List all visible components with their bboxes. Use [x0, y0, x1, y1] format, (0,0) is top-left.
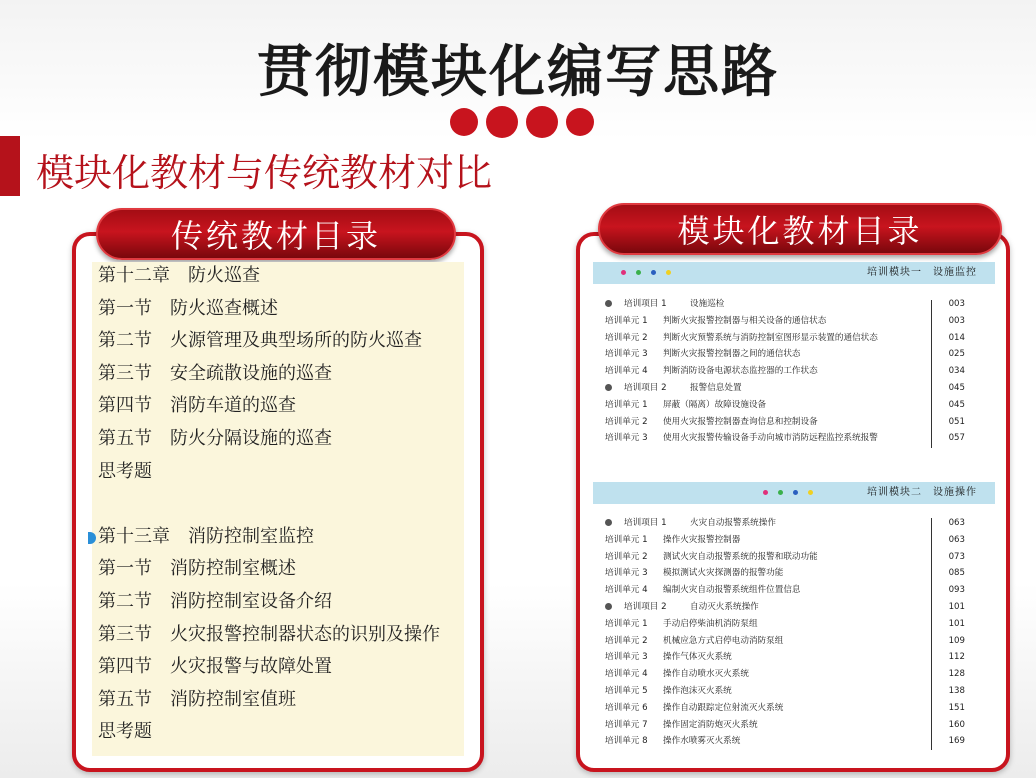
modular-toc-sheet: [593, 262, 995, 762]
row-text: 设施巡检: [690, 299, 725, 309]
toc-line: 第一节 防火巡查概述: [98, 297, 278, 319]
module-title: 培训模块一 设施监控: [867, 267, 977, 278]
bullet-icon: [605, 300, 612, 307]
row-text: 操作自动喷水灭火系统: [663, 669, 749, 680]
toc-gap: [98, 490, 464, 523]
decor-dot: [566, 108, 594, 136]
toc-line: 第二节 消防控制室设备介绍: [98, 590, 332, 612]
row-page-number: 169: [948, 736, 965, 747]
row-page-number: 151: [948, 702, 965, 713]
page-title: 贯彻模块化编写思路: [257, 40, 779, 105]
bullet-icon: [605, 519, 612, 526]
row-text: 操作水喷雾灭火系统: [663, 736, 741, 747]
row-label: 培训项目 2: [624, 382, 667, 393]
row-page-number: 101: [948, 618, 965, 629]
traditional-toc-list: [92, 262, 464, 756]
row-text: 操作火灾报警控制器: [663, 534, 741, 545]
row-label: 培训单元 3: [605, 652, 648, 663]
module-dot-icon: [636, 270, 641, 275]
row-label: 培训单元 4: [605, 669, 648, 680]
module-dot-icon: [651, 270, 656, 275]
module-dot-icon: [808, 490, 813, 495]
module-dot-icon: [763, 490, 768, 495]
row-label: 培训单元 4: [605, 366, 648, 377]
row-label: 培训项目 1: [624, 518, 667, 528]
row-page-number: 112: [948, 652, 965, 663]
row-text: 测试火灾自动报警系统的报警和联动功能: [663, 551, 818, 562]
toc-line: 第三节 火灾报警控制器状态的识别及操作: [98, 623, 440, 645]
row-label: 培训单元 6: [605, 702, 648, 713]
module-dot-icon: [666, 270, 671, 275]
row-label: 培训单元 8: [605, 736, 648, 747]
page-divider: [931, 300, 932, 448]
row-label: 培训单元 2: [605, 416, 648, 427]
toc-line: 第四节 消防车道的巡查: [98, 395, 296, 417]
module-bar-2: [593, 482, 995, 504]
row-page-number: 014: [948, 332, 965, 343]
row-text: 判断火灾报警控制器之间的通信状态: [663, 349, 801, 360]
module-dot-icon: [778, 490, 783, 495]
module-dots: [621, 270, 671, 275]
row-label: 培训单元 1: [605, 315, 648, 326]
toc-line: 第五节 防火分隔设施的巡查: [98, 427, 332, 449]
row-text: 使用火灾报警控制器查询信息和控制设备: [663, 416, 818, 427]
bullet-icon: [605, 384, 612, 391]
toc-line: 第三节 安全疏散设施的巡查: [98, 362, 332, 384]
row-text: 编制火灾自动报警系统组件位置信息: [663, 585, 801, 596]
decor-dot: [486, 106, 518, 138]
page-marker-icon: [88, 532, 96, 544]
row-page-number: 003: [948, 299, 965, 309]
row-text: 操作气体灭火系统: [663, 652, 732, 663]
row-label: 培训单元 4: [605, 585, 648, 596]
toc-line: 思考题: [98, 460, 152, 482]
row-text: 模拟测试火灾探测器的报警功能: [663, 568, 784, 579]
row-label: 培训单元 5: [605, 685, 648, 696]
row-page-number: 045: [948, 399, 965, 410]
row-text: 操作固定消防炮灭火系统: [663, 719, 758, 730]
row-label: 培训单元 1: [605, 618, 648, 629]
row-page-number: 160: [948, 719, 965, 730]
toc-line: 第四节 火灾报警与故障处置: [98, 656, 332, 678]
row-page-number: 045: [948, 382, 965, 393]
row-page-number: 138: [948, 685, 965, 696]
title-dots: [450, 108, 594, 138]
module-title: 培训模块二 设施操作: [867, 487, 977, 498]
row-page-number: 073: [948, 551, 965, 562]
row-text: 判断消防设备电源状态监控器的工作状态: [663, 366, 818, 377]
row-page-number: 025: [948, 349, 965, 360]
row-page-number: 063: [948, 518, 965, 528]
row-text: 机械应急方式启停电动消防泵组: [663, 635, 784, 646]
row-page-number: 093: [948, 585, 965, 596]
row-text: 操作泡沫灭火系统: [663, 685, 732, 696]
bullet-icon: [605, 603, 612, 610]
row-text: 屏蔽（隔离）故障设施设备: [663, 399, 767, 410]
module-bar-1: [593, 262, 995, 284]
toc-line: 第二节 火源管理及典型场所的防火巡查: [98, 330, 422, 352]
row-label: 培训项目 1: [624, 299, 667, 309]
row-label: 培训单元 2: [605, 551, 648, 562]
decor-dot: [450, 108, 478, 136]
row-label: 培训单元 3: [605, 349, 648, 360]
module-dot-icon: [793, 490, 798, 495]
row-page-number: 085: [948, 568, 965, 579]
row-label: 培训单元 3: [605, 568, 648, 579]
row-text: 操作自动跟踪定位射流灭火系统: [663, 702, 784, 713]
row-page-number: 063: [948, 534, 965, 545]
row-page-number: 003: [948, 315, 965, 326]
section-subtitle: 模块化教材与传统教材对比: [36, 151, 493, 195]
row-text: 自动灭火系统操作: [690, 601, 759, 612]
page-divider: [931, 518, 932, 750]
toc-line: 思考题: [98, 721, 152, 743]
row-label: 培训单元 1: [605, 534, 648, 545]
subtitle-accent-bar: [0, 136, 20, 196]
traditional-toc-tab: 传统教材目录: [96, 208, 456, 260]
row-text: 火灾自动报警系统操作: [690, 518, 776, 528]
row-text: 报警信息处置: [690, 382, 742, 393]
row-label: 培训单元 1: [605, 399, 648, 410]
toc-line: 第十三章 消防控制室监控: [98, 525, 314, 547]
row-page-number: 034: [948, 366, 965, 377]
row-page-number: 057: [948, 433, 965, 444]
row-page-number: 051: [948, 416, 965, 427]
row-label: 培训项目 2: [624, 601, 667, 612]
row-label: 培训单元 7: [605, 719, 648, 730]
row-page-number: 101: [948, 601, 965, 612]
toc-line: 第十二章 防火巡查: [98, 265, 260, 286]
decor-dot: [526, 106, 558, 138]
row-label: 培训单元 2: [605, 332, 648, 343]
row-text: 判断火灾预警系统与消防控制室图形显示装置的通信状态: [663, 332, 878, 343]
toc-line: 第五节 消防控制室值班: [98, 688, 296, 710]
row-text: 使用火灾报警传输设备手动向城市消防远程监控系统报警: [663, 433, 878, 444]
row-label: 培训单元 3: [605, 433, 648, 444]
module-dots: [763, 490, 813, 495]
row-page-number: 109: [948, 635, 965, 646]
row-text: 判断火灾报警控制器与相关设备的通信状态: [663, 315, 827, 326]
row-text: 手动启停柴油机消防泵组: [663, 618, 758, 629]
row-page-number: 128: [948, 669, 965, 680]
toc-line: 第一节 消防控制室概述: [98, 558, 296, 580]
modular-toc-tab: 模块化教材目录: [598, 203, 1002, 255]
row-label: 培训单元 2: [605, 635, 648, 646]
module-dot-icon: [621, 270, 626, 275]
